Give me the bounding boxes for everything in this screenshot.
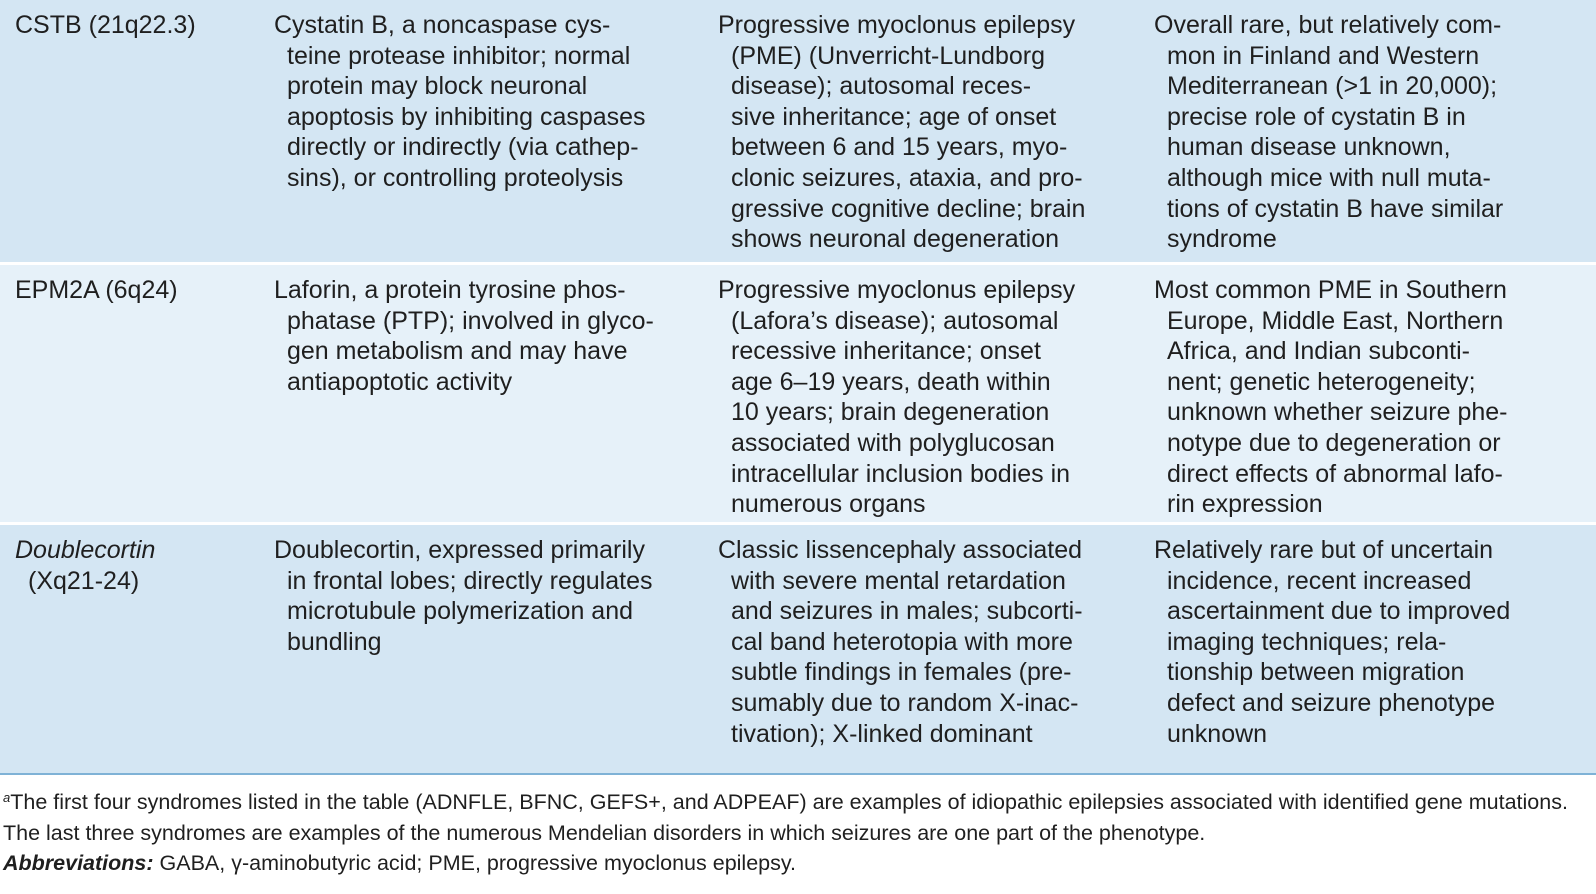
protein-cell: Doublecortin, expressed primarily in frontal lobes; directly regulates microtubule polymerization and bundling <box>274 536 653 656</box>
syndrome-cell: Progressive myoclonus epilepsy (PME) (Unverricht-Lundborg disease); autosomal reces- sive inheritance; age of onset between 6 and 15 years, myo- clonic seizures, ataxia, and pro- gressive cognitive decline; brain shows neuronal degeneration <box>718 11 1086 254</box>
table-row <box>0 262 1596 522</box>
footnote-text <box>3 787 1593 848</box>
gene-locus: (Xq21-24) <box>28 566 140 595</box>
table-row <box>0 522 1596 775</box>
footnote-body: The first four syndromes listed in the table (ADNFLE, BFNC, GEFS+, and ADPEAF) are examples of idiopathic epilepsies associated with identified gene mutations. The last three syndromes are examples of the numerous Mendelian disorders in which seizures are one part of the phenotype. <box>3 790 1568 845</box>
syndrome-cell: Progressive myoclonus epilepsy (Lafora’s disease); autosomal recessive inheritance; onset age 6–19 years, death within 10 years; brain degeneration associated with polyglucosan intracellular inclusion bodies in numerous organs <box>718 276 1076 519</box>
abbreviations-line <box>3 848 1593 879</box>
table-footnote <box>3 787 1593 879</box>
protein-cell: Cystatin B, a noncaspase cys- teine protease inhibitor; normal protein may block neuronal apoptosis by inhibiting caspases directly or indirectly (via cathep- sins), or controlling proteolysis <box>274 11 646 192</box>
gene-cell <box>0 535 272 773</box>
protein-cell: Laforin, a protein tyrosine phos- phatase (PTP); involved in glyco- gen metabolism and may have antiapoptotic activity <box>274 276 654 396</box>
abbreviations-text: GABA, γ-aminobutyric acid; PME, progressive myoclonus epilepsy. <box>153 851 796 875</box>
gene-name: Doublecortin <box>15 536 156 564</box>
comments-cell: Relatively rare but of uncertain incidence, recent increased ascertainment due to improved imaging techniques; rela- tionship between migration defect and seizure phenotype unknown <box>1154 536 1511 748</box>
table-row <box>0 0 1596 262</box>
gene-name: EPM2A (6q24) <box>15 276 178 304</box>
comments-cell: Most common PME in Southern Europe, Middle East, Northern Africa, and Indian subconti- nent; genetic heterogeneity; unknown whether seizure phe- notype due to degeneration or direct effects of abnormal lafo- rin expression <box>1154 276 1508 519</box>
gene-name: CSTB (21q22.3) <box>15 11 196 39</box>
gene-cell <box>0 10 272 262</box>
syndrome-cell: Classic lissencephaly associated with severe mental retardation and seizures in males; subcorti- cal band heterotopia with more subtle findings in females (pre- sumably due to random X-inac- tivation); X-linked dominant <box>718 536 1083 748</box>
footnote-marker: a <box>3 790 11 805</box>
comments-cell: Overall rare, but relatively com- mon in Finland and Western Mediterranean (>1 in 20,000); precise role of cystatin B in human disease unknown, although mice with null muta- tions of cystatin B have similar syndrome <box>1154 11 1504 254</box>
abbreviations-label: Abbreviations: <box>3 851 154 875</box>
gene-cell <box>0 275 272 522</box>
